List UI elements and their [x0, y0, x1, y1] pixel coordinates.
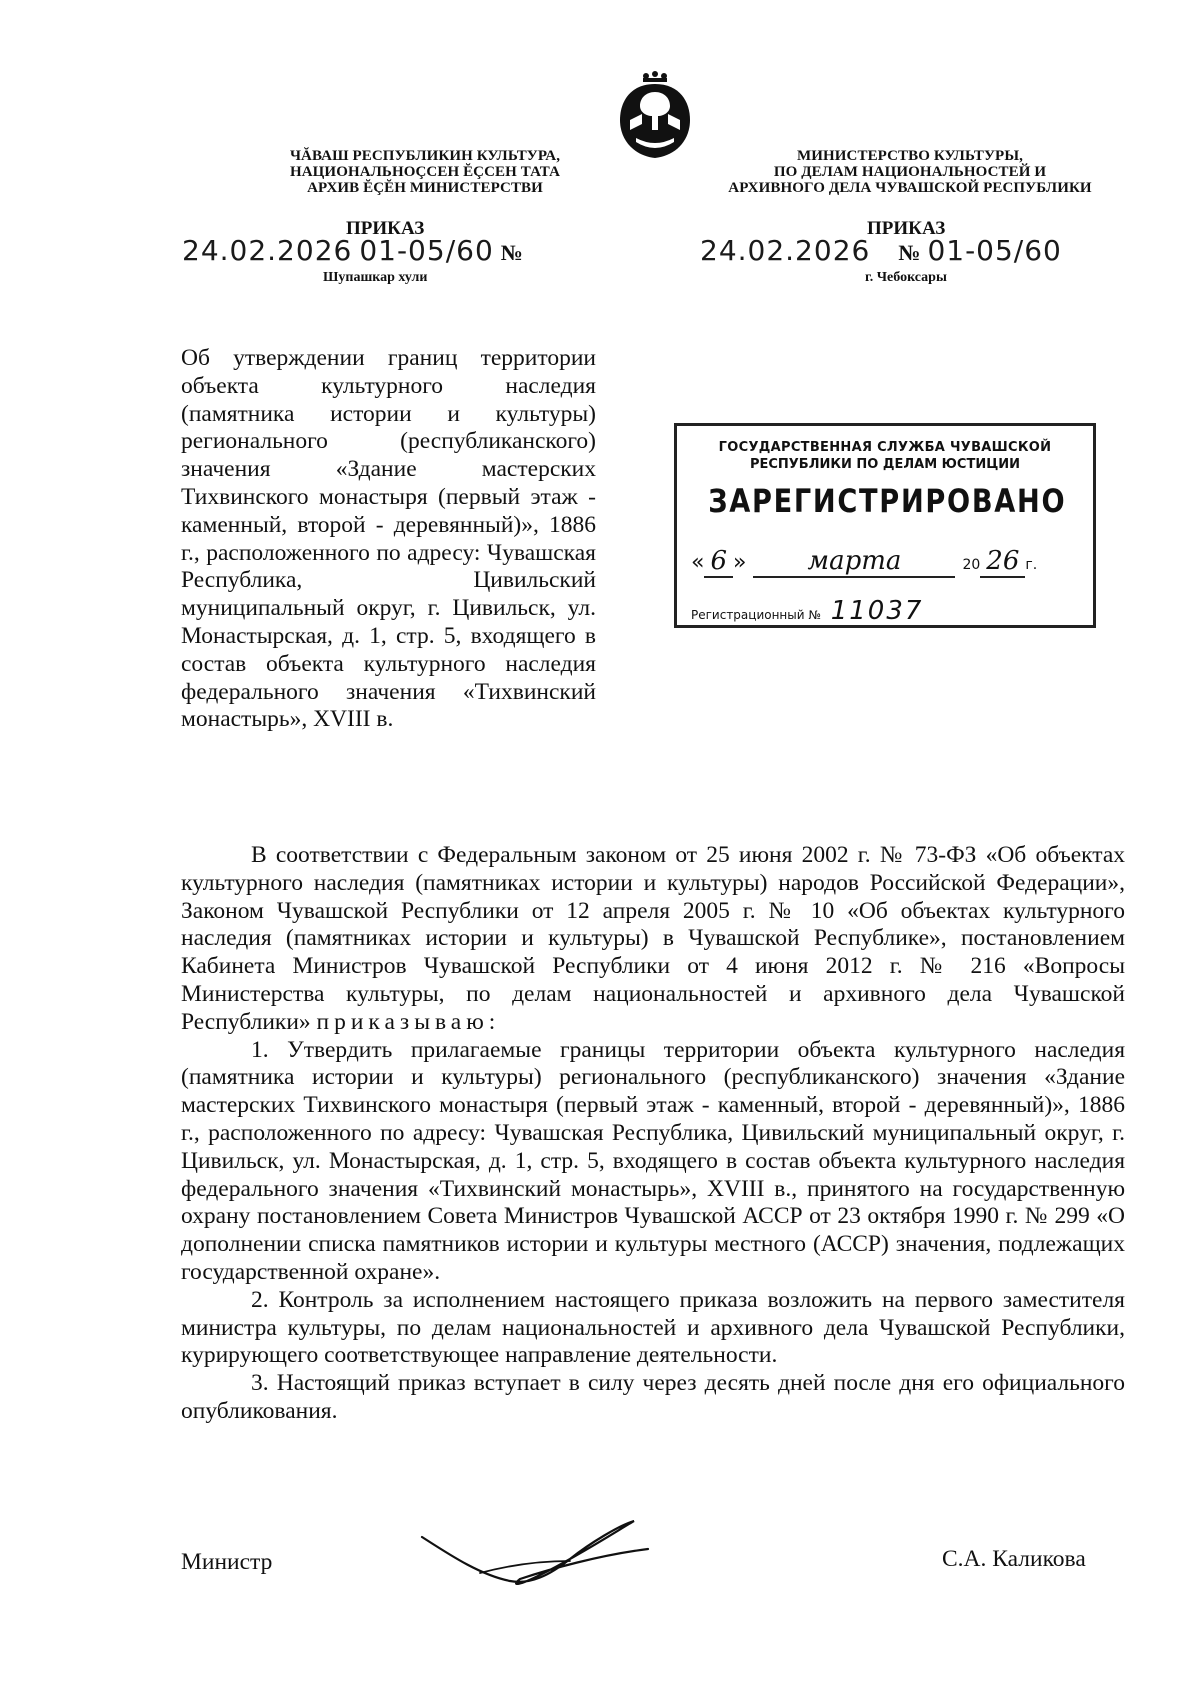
right-organization-name	[690, 148, 1130, 196]
item-2-paragraph: 2. Контроль за исполнением настоящего приказа возложить на первого заместителя министра культуры, по делам национальностей и архивного дела Чувашской Республики, курирующего соответствующее направление деятельности.	[181, 1286, 1125, 1369]
stamp-day: 6	[704, 546, 733, 578]
stamp-reg-label: Регистрационный №	[691, 608, 821, 622]
order-word: приказываю:	[316, 1008, 501, 1035]
stamp-reg-number: 11037	[825, 596, 987, 628]
stamp-date: « 6 » марта 20 26 г.	[691, 546, 1038, 576]
right-org-line: ПО ДЕЛАМ НАЦИОНАЛЬНОСТЕЙ И	[773, 164, 1047, 180]
item-1-paragraph: 1. Утвердить прилагаемые границы территории объекта культурного наследия (памятника истории и культуры) регионального (республиканского) значения «Здание мастерских Тихвинского монастыря (первый этаж - каменный, второй - деревянный)», 1886 г., расположенного по адресу: Чувашская Республика, Цивильский муниципальный округ, г. Цивильск, ул. Монастырская, д. 1, стр. 5, входящего в состав объекта культурного наследия федерального значения «Тихвинский монастырь», XVIII в., принятого на государственную охрану постановлением Совета Министров Чувашской АССР от 23 октября 1990 г. № 299 «О дополнении списка памятников истории и культуры местного (АССР) значения, подлежащих государственной охране».	[181, 1036, 1125, 1285]
handwritten-signature	[420, 1515, 650, 1605]
right-date: 24.02.2026	[700, 234, 871, 267]
stamp-month: марта	[753, 546, 955, 578]
left-doc-type: ПРИКАЗ	[346, 218, 425, 239]
stamp-line-2: РЕСПУБЛИКИ ПО ДЕЛАМ ЮСТИЦИИ	[749, 457, 1021, 472]
left-org-line: АРХИВ ĔÇĔН МИНИСТЕРСТВИ	[307, 180, 543, 196]
stamp-year-mark: г.	[1025, 557, 1038, 573]
left-org-line: НАЦИОНАЛЬНОÇСЕН ĔÇСЕН ТАТА	[289, 164, 561, 180]
left-org-line: ЧĂВАШ РЕСПУБЛИКИН КУЛЬТУРА,	[289, 148, 561, 164]
stamp-line-1: ГОСУДАРСТВЕННАЯ СЛУЖБА ЧУВАШСКОЙ	[718, 440, 1052, 455]
right-org-line: АРХИВНОГО ДЕЛА ЧУВАШСКОЙ РЕСПУБЛИКИ	[728, 180, 1092, 196]
stamp-year-suffix: 26	[980, 546, 1025, 578]
right-place: г. Чебоксары	[865, 270, 947, 285]
item-3-paragraph: 3. Настоящий приказ вступает в силу через десять дней после дня его официального опубликования.	[181, 1370, 1125, 1424]
right-number-sign: №	[898, 240, 921, 265]
left-date-number-line	[182, 234, 523, 268]
stamp-registration-number	[691, 596, 1086, 628]
left-number: 01-05/60	[359, 234, 494, 267]
right-date-number-line	[700, 234, 1062, 268]
preamble-text: В соответствии с Федеральным законом от 25 июня 2002 г. № 73-ФЗ «Об объектах культурного наследия (памятниках истории и культуры) народов Российской Федерации», Законом Чувашской Республики от 12 апреля 2005 г. № 10 «Об объектах культурного наследия (памятниках истории и культуры) в Чувашской Республике», постановлением Кабинета Министров Чувашской Республики от 4 июня 2012 г. № 216 «Вопросы Министерства культуры, по делам национальностей и архивного дела Чувашской Республики»	[181, 842, 1125, 1035]
left-number-sign: №	[500, 240, 523, 265]
left-place: Шупашкар хули	[323, 270, 428, 285]
preamble-paragraph	[181, 842, 1125, 1037]
right-doc-type: ПРИКАЗ	[867, 218, 946, 239]
coat-of-arms-emblem	[616, 68, 694, 160]
order-body	[181, 842, 1125, 1426]
stamp-year-prefix: 20	[962, 557, 981, 573]
stamp-status: ЗАРЕГИСТРИРОВАНО	[708, 482, 1067, 520]
signer-name: С.А. Каликова	[942, 1546, 1086, 1572]
left-date: 24.02.2026	[182, 234, 353, 267]
registration-stamp	[674, 423, 1096, 628]
order-title: Об утверждении границ территории объекта культурного наследия (памятника истории и культуры) регионального (республиканского) значения «Здание мастерских Тихвинского монастыря (первый этаж - каменный, второй - деревянный)», 1886 г., расположенного по адресу: Чувашская Республика, Цивильский муниципальный округ, г. Цивильск, ул. Монастырская, д. 1, стр. 5, входящего в состав объекта культурного наследия федерального значения «Тихвинский монастырь», XVIII в.	[181, 345, 596, 733]
left-organization-name	[210, 148, 640, 196]
right-number: 01-05/60	[927, 234, 1062, 267]
signer-title: Министр	[181, 1549, 273, 1575]
right-org-line: МИНИСТЕРСТВО КУЛЬТУРЫ,	[796, 148, 1024, 164]
